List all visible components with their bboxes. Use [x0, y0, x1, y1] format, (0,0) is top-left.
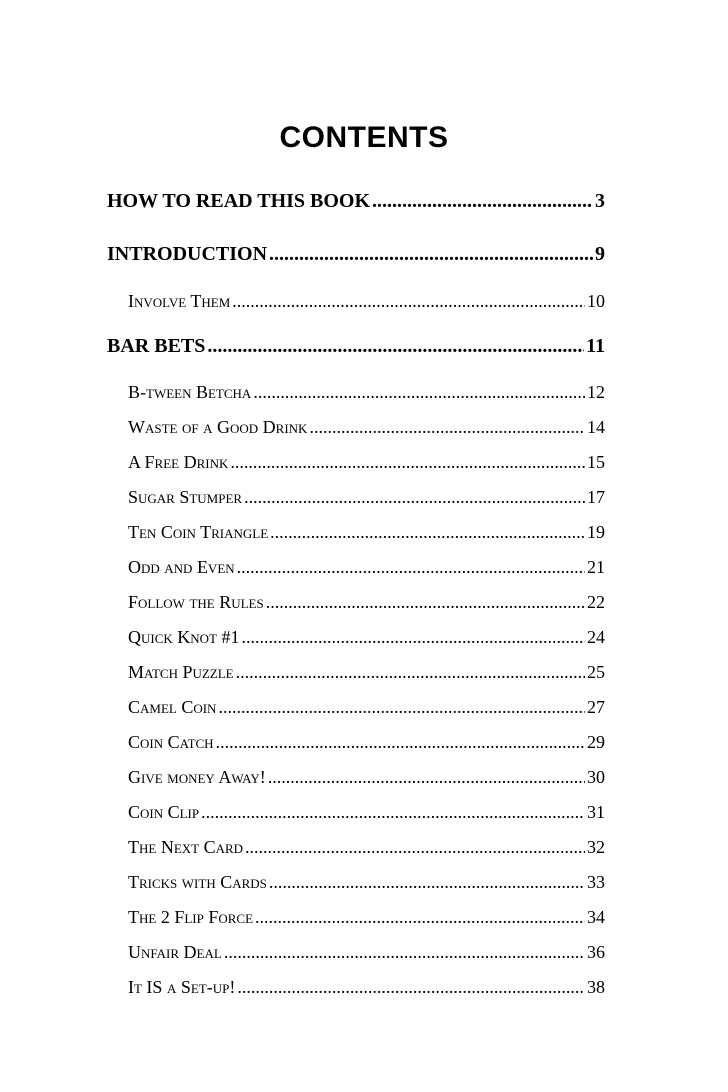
toc-entry-page: 38: [587, 977, 605, 997]
dot-leader: [245, 835, 585, 859]
dot-leader: [237, 975, 585, 999]
toc-entry-give-money-away[interactable]: [128, 765, 605, 789]
toc-entry-label: Follow the Rules: [128, 592, 264, 612]
toc-entry-involve-them[interactable]: [128, 289, 605, 313]
toc-entry-coin-clip[interactable]: [128, 800, 605, 824]
dot-leader: [207, 333, 584, 359]
dot-leader: [309, 415, 585, 439]
toc-entry-page: 30: [587, 767, 605, 787]
toc-entry-a-free-drink[interactable]: [128, 450, 605, 474]
toc-entry-label: INTRODUCTION: [107, 243, 268, 265]
toc-entry-label: A Free Drink: [128, 452, 229, 472]
toc-entry-label: Waste of a Good Drink: [128, 417, 308, 437]
toc-entry-tricks-with-cards[interactable]: [128, 870, 605, 894]
dot-leader: [270, 520, 585, 544]
toc-entry-label: The 2 Flip Force: [128, 907, 254, 927]
toc-entry-label: Match Puzzle: [128, 662, 234, 682]
toc-entry-page: 34: [587, 907, 605, 927]
toc-entry-introduction[interactable]: [107, 241, 605, 267]
toc-entry-coin-catch[interactable]: [128, 730, 605, 754]
dot-leader: [268, 765, 585, 789]
toc-entry-label: B-tween Betcha: [128, 382, 252, 402]
toc-entry-page: 31: [587, 802, 605, 822]
toc-entry-label: HOW TO READ THIS BOOK: [107, 190, 371, 212]
toc-entry-page: 29: [587, 732, 605, 752]
toc-entry-label: Ten Coin Triangle: [128, 522, 269, 542]
toc-entry-label: Coin Clip: [128, 802, 200, 822]
dot-leader: [372, 188, 593, 214]
toc-entry-label: Unfair Deal: [128, 942, 222, 962]
toc-entry-label: It IS a Set-up!: [128, 977, 236, 997]
toc-entry-b-tween-betcha[interactable]: [128, 380, 605, 404]
page-title: CONTENTS: [279, 121, 449, 154]
dot-leader: [218, 695, 585, 719]
toc-entry-page: 22: [587, 592, 605, 612]
toc-entry-label: The Next Card: [128, 837, 244, 857]
dot-leader: [201, 800, 585, 824]
toc-entry-page: 9: [595, 243, 605, 265]
toc-entry-page: 24: [587, 627, 605, 647]
toc-entry-it-is-a-set-up[interactable]: [128, 975, 605, 999]
dot-leader: [230, 450, 585, 474]
toc-entry-label: Involve Them: [128, 291, 231, 311]
toc-entry-label: Tricks with Cards: [128, 872, 267, 892]
toc-entry-page: 25: [587, 662, 605, 682]
toc-entry-label: Quick Knot #1: [128, 627, 240, 647]
dot-leader: [216, 730, 585, 754]
toc-entry-page: 27: [587, 697, 605, 717]
toc-entry-the-next-card[interactable]: [128, 835, 605, 859]
toc-entry-page: 32: [587, 837, 605, 857]
dot-leader: [253, 380, 585, 404]
toc-entry-camel-coin[interactable]: [128, 695, 605, 719]
toc-entry-waste-of-a-good-drink[interactable]: [128, 415, 605, 439]
toc-entry-label: Odd and Even: [128, 557, 235, 577]
dot-leader: [232, 289, 585, 313]
toc-entry-bar-bets[interactable]: [107, 333, 605, 359]
toc-entry-page: 19: [587, 522, 605, 542]
dot-leader: [224, 940, 585, 964]
toc-entry-quick-knot-1[interactable]: [128, 625, 605, 649]
dot-leader: [269, 241, 593, 267]
toc-entry-label: Coin Catch: [128, 732, 214, 752]
toc-entry-page: 3: [595, 190, 605, 212]
dot-leader: [244, 485, 585, 509]
toc-entry-page: 14: [587, 417, 605, 437]
toc-entry-match-puzzle[interactable]: [128, 660, 605, 684]
dot-leader: [266, 590, 585, 614]
toc-entry-page: 17: [587, 487, 605, 507]
toc-entry-how-to-read[interactable]: [107, 188, 605, 214]
toc-entry-label: Sugar Stumper: [128, 487, 243, 507]
dot-leader: [269, 870, 585, 894]
toc-entry-page: 21: [587, 557, 605, 577]
toc-entry-page: 11: [586, 335, 605, 357]
toc-entry-odd-and-even[interactable]: [128, 555, 605, 579]
toc-entry-unfair-deal[interactable]: [128, 940, 605, 964]
toc-entry-label: Give money Away!: [128, 767, 266, 787]
dot-leader: [237, 555, 585, 579]
toc-entry-label: Camel Coin: [128, 697, 217, 717]
toc-entry-label: BAR BETS: [107, 335, 206, 357]
toc-entry-ten-coin-triangle[interactable]: [128, 520, 605, 544]
toc-entry-page: 10: [587, 291, 605, 311]
toc-entry-page: 36: [587, 942, 605, 962]
toc-entry-page: 15: [587, 452, 605, 472]
dot-leader: [242, 625, 586, 649]
toc-entry-sugar-stumper[interactable]: [128, 485, 605, 509]
toc-entry-page: 33: [587, 872, 605, 892]
toc-entry-page: 12: [587, 382, 605, 402]
dot-leader: [255, 905, 585, 929]
dot-leader: [236, 660, 585, 684]
toc-entry-follow-the-rules[interactable]: [128, 590, 605, 614]
toc-entry-the-2-flip-force[interactable]: [128, 905, 605, 929]
